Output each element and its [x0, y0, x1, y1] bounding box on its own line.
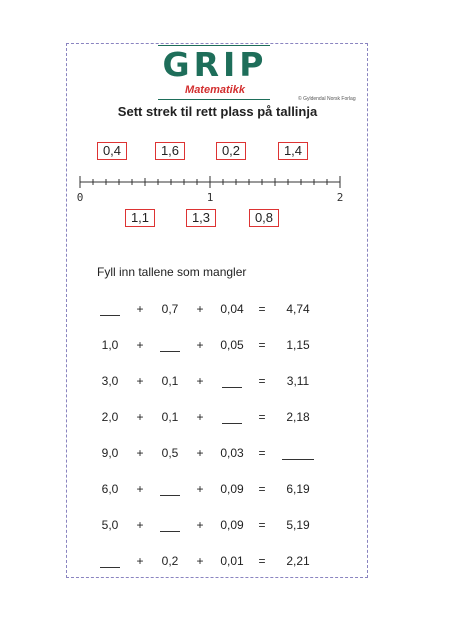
equation-value: 6,19 — [286, 482, 310, 496]
equation-value: 0,05 — [220, 338, 244, 352]
number-box — [125, 209, 155, 227]
plus-sign: + — [196, 302, 204, 316]
plus-sign: + — [196, 482, 204, 496]
answer-blank[interactable] — [160, 351, 180, 352]
plus-sign: + — [196, 410, 204, 424]
answer-blank[interactable] — [160, 531, 180, 532]
answer-blank[interactable] — [100, 567, 120, 568]
plus-sign: + — [196, 338, 204, 352]
tick-label: 1 — [206, 191, 214, 204]
equation-value: 1,15 — [286, 338, 310, 352]
plus-sign: + — [136, 410, 144, 424]
equation-value: 0,7 — [161, 302, 179, 316]
plus-sign: + — [196, 554, 204, 568]
number-box-label: 1,3 — [191, 210, 211, 225]
equation-value: 4,74 — [286, 302, 310, 316]
number-line-ticks — [80, 176, 340, 188]
number-box — [249, 209, 279, 227]
tick-label: 2 — [336, 191, 344, 204]
equation-value: 0,01 — [220, 554, 244, 568]
equals-sign: = — [258, 446, 266, 460]
equation-value: 1,0 — [101, 338, 119, 352]
equation-value: 0,03 — [220, 446, 244, 460]
logo-text: GRIP — [162, 45, 268, 84]
logo-subtitle: Matematikk — [185, 84, 245, 96]
equation-value: 0,09 — [220, 482, 244, 496]
equation-value: 3,0 — [101, 374, 119, 388]
answer-blank[interactable] — [282, 459, 314, 460]
equals-sign: = — [258, 518, 266, 532]
number-box-label: 1,6 — [160, 143, 180, 158]
equation-value: 6,0 — [101, 482, 119, 496]
equation-value: 5,19 — [286, 518, 310, 532]
answer-blank[interactable] — [100, 315, 120, 316]
equals-sign: = — [258, 554, 266, 568]
plus-sign: + — [136, 518, 144, 532]
equation-value: 0,1 — [161, 410, 179, 424]
answer-blank[interactable] — [160, 495, 180, 496]
number-box-label: 1,1 — [130, 210, 150, 225]
plus-sign: + — [136, 338, 144, 352]
number-box-label: 0,2 — [221, 143, 241, 158]
equation-value: 0,2 — [161, 554, 179, 568]
equals-sign: = — [258, 338, 266, 352]
equals-sign: = — [258, 410, 266, 424]
equation-value: 0,09 — [220, 518, 244, 532]
plus-sign: + — [136, 554, 144, 568]
number-box-label: 0,4 — [102, 143, 122, 158]
instruction-text: Fyll inn tallene som mangler — [97, 265, 247, 279]
equation-value: 0,5 — [161, 446, 179, 460]
plus-sign: + — [136, 446, 144, 460]
answer-blank[interactable] — [222, 423, 242, 424]
plus-sign: + — [136, 374, 144, 388]
equation-value: 2,18 — [286, 410, 310, 424]
answer-blank[interactable] — [222, 387, 242, 388]
plus-sign: + — [196, 446, 204, 460]
plus-sign: + — [196, 518, 204, 532]
equation-value: 3,11 — [286, 374, 310, 388]
equals-sign: = — [258, 302, 266, 316]
equation-value: 2,0 — [101, 410, 119, 424]
equation-value: 9,0 — [101, 446, 119, 460]
equation-value: 0,04 — [220, 302, 244, 316]
tick-label: 0 — [76, 191, 84, 204]
equation-value: 2,21 — [286, 554, 310, 568]
equation-value: 5,0 — [101, 518, 119, 532]
equals-sign: = — [258, 374, 266, 388]
plus-sign: + — [136, 302, 144, 316]
copyright-text: © Gyldendal Norsk Forlag — [298, 96, 356, 102]
plus-sign: + — [136, 482, 144, 496]
number-box — [186, 209, 216, 227]
number-box-label: 0,8 — [254, 210, 274, 225]
equation-value: 0,1 — [161, 374, 179, 388]
plus-sign: + — [196, 374, 204, 388]
number-box-label: 1,4 — [283, 143, 303, 158]
equals-sign: = — [258, 482, 266, 496]
page-title: Sett strek til rett plass på tallinja — [117, 104, 318, 119]
